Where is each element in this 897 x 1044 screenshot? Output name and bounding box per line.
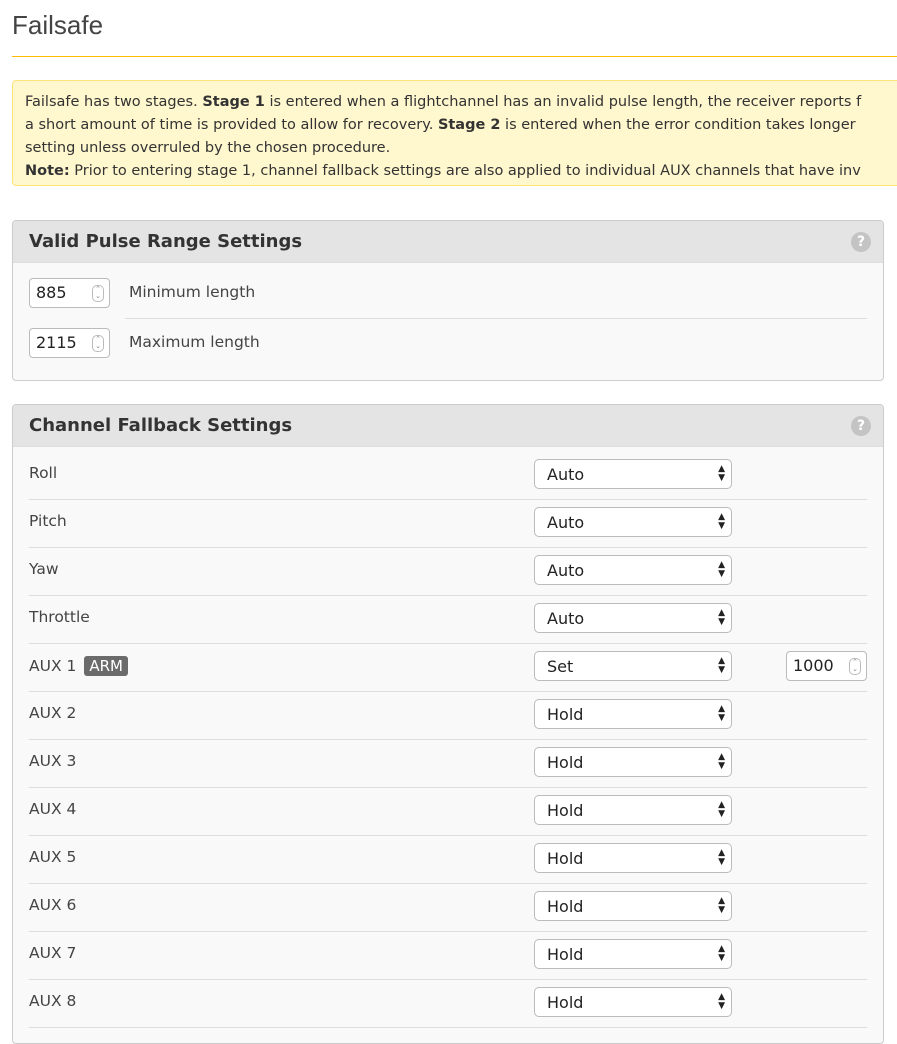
selected-mode: Hold — [547, 801, 584, 820]
fallback-mode-select[interactable] — [534, 939, 732, 969]
select-arrows-icon: ▲ ▼ — [718, 608, 725, 627]
channel-name: Roll — [29, 464, 58, 482]
fallback-mode-select[interactable] — [534, 843, 732, 873]
selected-mode: Auto — [547, 609, 585, 628]
channel-name: AUX 5 — [29, 848, 77, 866]
note-text: Prior to entering stage 1, channel fallback settings are also applied to individual AUX channels that have inv — [69, 163, 861, 179]
channel-name: AUX 1 — [29, 657, 77, 675]
selected-mode: Hold — [547, 753, 584, 772]
channel-name: Throttle — [29, 608, 90, 626]
spinner-icon[interactable]: ⌃ ⌄ — [849, 658, 861, 675]
min-length-value: 885 — [36, 283, 67, 302]
selected-mode: Auto — [547, 561, 585, 580]
help-icon[interactable]: ? — [851, 416, 871, 436]
valid-pulse-range-panel — [12, 220, 884, 381]
channel-row-aux4 — [29, 787, 867, 836]
fallback-mode-select[interactable] — [534, 603, 732, 633]
channel-label — [29, 656, 128, 676]
channel-row-aux2 — [29, 691, 867, 740]
min-length-input[interactable] — [29, 278, 110, 308]
channel-name: Pitch — [29, 512, 67, 530]
note-bold: Stage 1 — [202, 94, 265, 110]
select-arrows-icon: ▲ ▼ — [718, 656, 725, 675]
channel-name: AUX 2 — [29, 704, 77, 722]
channel-name: AUX 7 — [29, 944, 77, 962]
select-arrows-icon: ▲ ▼ — [718, 704, 725, 723]
spinner-icon[interactable]: ⌃ ⌄ — [92, 335, 104, 352]
selected-mode: Hold — [547, 993, 584, 1012]
selected-mode: Hold — [547, 849, 584, 868]
fallback-value: 1000 — [793, 656, 834, 675]
max-length-input[interactable] — [29, 328, 110, 358]
channel-label — [29, 848, 76, 866]
fallback-mode-select[interactable] — [534, 987, 732, 1017]
selected-mode: Hold — [547, 945, 584, 964]
selected-mode: Hold — [547, 897, 584, 916]
fallback-mode-select[interactable] — [534, 507, 732, 537]
fallback-mode-select[interactable] — [534, 891, 732, 921]
note-text: setting unless overruled by the chosen procedure. — [25, 140, 391, 156]
note-text: a short amount of time is provided to allow for recovery. — [25, 117, 438, 133]
title-divider — [12, 56, 897, 57]
selected-mode: Set — [547, 657, 574, 676]
channel-label — [29, 896, 76, 914]
select-arrows-icon: ▲ ▼ — [718, 944, 725, 963]
channel-row-aux1 — [29, 643, 867, 692]
select-arrows-icon: ▲ ▼ — [718, 752, 725, 771]
channel-row-roll — [29, 451, 867, 500]
fallback-mode-select[interactable] — [534, 747, 732, 777]
note-text: is entered when a flightchannel has an invalid pulse length, the receiver reports f — [264, 94, 862, 110]
min-length-label: Minimum length — [129, 283, 256, 301]
channel-row-aux5 — [29, 835, 867, 884]
select-arrows-icon: ▲ ▼ — [718, 560, 725, 579]
fallback-mode-select[interactable] — [534, 555, 732, 585]
max-length-value: 2115 — [36, 333, 77, 352]
fallback-mode-select[interactable] — [534, 459, 732, 489]
channel-label — [29, 608, 90, 626]
help-icon[interactable]: ? — [851, 232, 871, 252]
channel-row-aux7 — [29, 931, 867, 980]
channel-label — [29, 752, 76, 770]
channel-label — [29, 464, 57, 482]
panel-title: Channel Fallback Settings — [29, 415, 293, 436]
select-arrows-icon: ▲ ▼ — [718, 848, 725, 867]
select-arrows-icon: ▲ ▼ — [718, 896, 725, 915]
channel-name: AUX 8 — [29, 992, 77, 1010]
channel-row-aux8 — [29, 979, 867, 1028]
channel-row-yaw — [29, 547, 867, 596]
channel-label — [29, 944, 76, 962]
panel-header — [13, 221, 883, 263]
fallback-mode-select[interactable] — [534, 651, 732, 681]
channel-row-aux6 — [29, 883, 867, 932]
select-arrows-icon: ▲ ▼ — [718, 464, 725, 483]
spinner-icon[interactable]: ⌃ ⌄ — [92, 285, 104, 302]
fallback-value-input[interactable] — [786, 651, 867, 681]
note-text: Failsafe has two stages. — [25, 94, 203, 110]
channel-label — [29, 992, 76, 1010]
channel-name: Yaw — [29, 560, 59, 578]
divider — [125, 318, 867, 319]
channel-label — [29, 512, 67, 530]
channel-row-pitch — [29, 499, 867, 548]
channel-row-aux3 — [29, 739, 867, 788]
failsafe-note — [12, 80, 897, 186]
page-title: Failsafe — [12, 10, 104, 40]
mode-badge: ARM — [84, 656, 128, 676]
note-bold: Note: — [25, 163, 70, 179]
note-text: is entered when the error condition takes longer — [500, 117, 856, 133]
selected-mode: Auto — [547, 465, 585, 484]
selected-mode: Auto — [547, 513, 585, 532]
channel-label — [29, 800, 76, 818]
note-bold: Stage 2 — [437, 117, 501, 133]
select-arrows-icon: ▲ ▼ — [718, 992, 725, 1011]
channel-label — [29, 704, 76, 722]
panel-title: Valid Pulse Range Settings — [29, 231, 303, 252]
max-length-label: Maximum length — [129, 333, 260, 351]
channel-fallback-panel — [12, 404, 884, 1044]
fallback-mode-select[interactable] — [534, 699, 732, 729]
channel-row-throttle — [29, 595, 867, 644]
selected-mode: Hold — [547, 705, 584, 724]
select-arrows-icon: ▲ ▼ — [718, 800, 725, 819]
panel-header — [13, 405, 883, 447]
select-arrows-icon: ▲ ▼ — [718, 512, 725, 531]
channel-name: AUX 6 — [29, 896, 77, 914]
channel-name: AUX 3 — [29, 752, 77, 770]
channel-label — [29, 560, 59, 578]
fallback-mode-select[interactable] — [534, 795, 732, 825]
channel-name: AUX 4 — [29, 800, 77, 818]
